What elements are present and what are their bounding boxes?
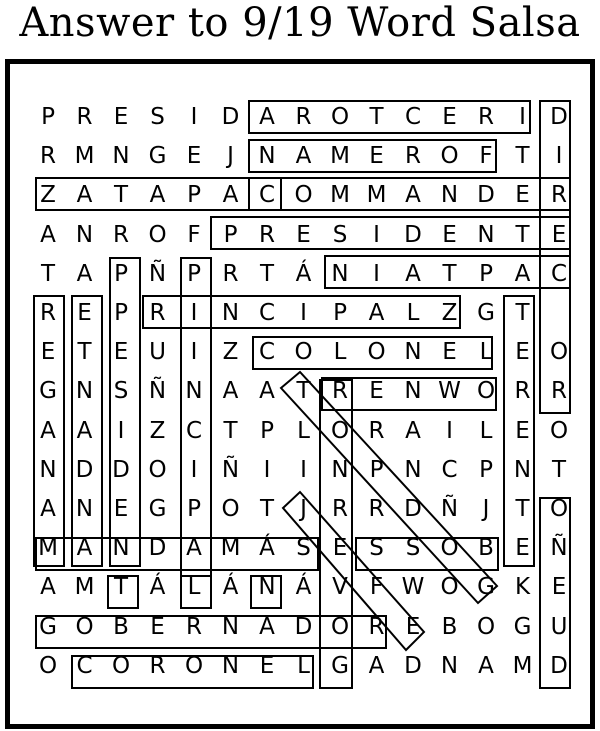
- grid-letter: P: [260, 417, 274, 444]
- grid-letter: C: [258, 182, 276, 209]
- grid-letter: S: [369, 535, 384, 562]
- grid-letter: J: [227, 143, 234, 170]
- grid-letter: M: [366, 182, 387, 209]
- grid-letter: P: [114, 260, 128, 287]
- grid-letter: G: [39, 613, 57, 640]
- grid-letter: P: [479, 456, 493, 483]
- grid-letter: M: [512, 652, 533, 679]
- grid-letter: A: [368, 652, 385, 679]
- grid-letter: Z: [222, 339, 239, 366]
- grid-letter: T: [551, 456, 567, 483]
- grid-letter: O: [111, 652, 131, 679]
- grid-letter: E: [515, 339, 530, 366]
- grid-letter: L: [333, 339, 347, 366]
- grid-letter: R: [186, 613, 202, 640]
- grid-letter: E: [150, 613, 165, 640]
- grid-letter: E: [113, 339, 129, 366]
- grid-letter: D: [294, 613, 313, 640]
- grid-letter: R: [514, 378, 531, 405]
- grid-letter: T: [369, 104, 384, 130]
- grid-letter: A: [40, 574, 56, 601]
- grid-letter: N: [75, 221, 94, 248]
- grid-letter: Á: [149, 574, 166, 601]
- grid-letter: I: [190, 456, 198, 483]
- grid-letter: M: [220, 535, 241, 562]
- grid-letter: R: [149, 300, 166, 326]
- grid-letter: I: [555, 143, 563, 170]
- grid-letter: O: [440, 574, 459, 601]
- grid-letter: W: [401, 574, 425, 601]
- grid-letter: R: [332, 378, 348, 405]
- grid-letter: T: [442, 260, 457, 287]
- grid-letter: D: [112, 456, 130, 483]
- grid-letter: E: [259, 652, 275, 679]
- grid-letter: E: [77, 300, 92, 326]
- grid-letter: D: [477, 182, 495, 209]
- grid-letter: I: [446, 417, 453, 444]
- grid-letter: O: [330, 104, 350, 130]
- grid-letter: Á: [222, 574, 239, 601]
- grid-letter: R: [551, 182, 567, 209]
- grid-letter: T: [296, 378, 311, 405]
- grid-letter: N: [331, 260, 349, 287]
- grid-letter: E: [515, 535, 530, 562]
- grid-letter: R: [551, 378, 567, 405]
- grid-letter: A: [259, 378, 275, 405]
- grid-letter: D: [404, 652, 422, 679]
- grid-letter: R: [405, 143, 421, 170]
- grid-letter: G: [331, 652, 349, 679]
- grid-letter: R: [368, 613, 385, 640]
- grid-letter: E: [369, 143, 384, 170]
- grid-letter: N: [404, 378, 422, 405]
- grid-letter: P: [369, 456, 384, 483]
- grid-letter: D: [404, 221, 422, 248]
- grid-letter: E: [113, 104, 129, 130]
- grid-letter: Z: [40, 182, 56, 209]
- grid-letter: O: [148, 221, 167, 248]
- grid-letter: R: [40, 143, 56, 170]
- grid-letter: A: [259, 613, 275, 640]
- grid-letter: A: [222, 182, 239, 209]
- grid-letter: I: [190, 104, 198, 130]
- grid-letter: Ñ: [221, 456, 240, 483]
- grid-letter: I: [190, 300, 198, 326]
- grid-letter: Á: [259, 535, 275, 562]
- grid-letter: M: [38, 535, 58, 562]
- grid-letter: N: [404, 456, 422, 483]
- grid-letter: I: [373, 260, 380, 287]
- grid-letter: N: [513, 456, 532, 483]
- grid-letter: O: [294, 182, 313, 209]
- grid-letter: I: [519, 104, 526, 130]
- grid-letter: G: [477, 574, 495, 601]
- grid-letter: F: [479, 143, 493, 170]
- grid-letter: I: [263, 456, 271, 483]
- grid-letter: R: [478, 104, 494, 130]
- grid-letter: C: [441, 456, 458, 483]
- grid-letter: M: [74, 574, 95, 601]
- grid-letter: Á: [295, 574, 312, 601]
- grid-letter: L: [297, 652, 310, 679]
- grid-letter: A: [259, 104, 275, 130]
- grid-letter: J: [482, 496, 490, 522]
- grid-letter: O: [38, 652, 58, 679]
- grid-letter: A: [222, 378, 239, 405]
- grid-letter: T: [113, 182, 129, 209]
- grid-letter: E: [113, 496, 129, 522]
- grid-letter: D: [148, 535, 167, 562]
- grid-letter: I: [373, 221, 380, 248]
- grid-letter: I: [300, 300, 307, 326]
- grid-letter: L: [479, 339, 493, 366]
- grid-letter: A: [40, 496, 56, 522]
- grid-letter: Ñ: [148, 378, 167, 405]
- grid-letter: A: [76, 182, 93, 209]
- grid-letter: O: [148, 456, 167, 483]
- grid-letter: O: [440, 535, 459, 562]
- grid-letter: O: [549, 417, 569, 444]
- grid-letter: E: [442, 339, 457, 366]
- grid-letter: G: [513, 613, 532, 640]
- grid-letter: E: [186, 143, 202, 170]
- grid-letter: R: [368, 417, 385, 444]
- grid-letter: L: [406, 300, 420, 326]
- grid-letter: N: [221, 652, 240, 679]
- grid-letter: T: [259, 496, 275, 522]
- grid-letter: D: [221, 104, 240, 130]
- grid-letter: P: [333, 300, 347, 326]
- grid-letter: M: [330, 143, 350, 170]
- grid-letter: C: [185, 417, 203, 444]
- grid-letter: E: [442, 221, 457, 248]
- grid-letter: N: [221, 613, 240, 640]
- grid-letter: E: [40, 339, 56, 366]
- grid-letter: O: [476, 613, 496, 640]
- grid-letter: D: [550, 652, 568, 679]
- grid-letter: R: [259, 221, 275, 248]
- grid-letter: N: [404, 339, 422, 366]
- grid-letter: M: [74, 143, 95, 170]
- grid-letter: N: [258, 143, 276, 170]
- grid-letter: N: [440, 652, 459, 679]
- grid-letter: T: [259, 260, 275, 287]
- grid-letter: A: [405, 417, 421, 444]
- grid-letter: P: [41, 104, 55, 130]
- grid-letter: A: [40, 417, 56, 444]
- grid-letter: Z: [441, 300, 458, 326]
- grid-letter: R: [222, 260, 239, 287]
- grid-letter: O: [440, 143, 459, 170]
- grid-letter: R: [149, 652, 166, 679]
- grid-letter: T: [77, 339, 92, 366]
- puzzle-title: Answer to 9/19 Word Salsa: [19, 0, 581, 46]
- grid-letter: O: [330, 613, 350, 640]
- grid-letter: S: [296, 535, 311, 562]
- grid-letter: B: [113, 613, 129, 640]
- grid-letter: A: [76, 417, 93, 444]
- grid-letter: E: [405, 613, 421, 640]
- grid-letter: A: [514, 260, 531, 287]
- grid-letter: A: [76, 535, 93, 562]
- grid-letter: S: [150, 104, 165, 130]
- grid-letter: Z: [149, 417, 166, 444]
- grid-letter: O: [184, 652, 204, 679]
- grid-letter: G: [148, 496, 167, 522]
- grid-letter: O: [367, 339, 386, 366]
- grid-letter: I: [117, 417, 125, 444]
- grid-letter: T: [515, 300, 530, 326]
- grid-letter: M: [330, 182, 350, 209]
- grid-letter: Á: [295, 260, 312, 287]
- grid-letter: R: [40, 300, 56, 326]
- grid-letter: T: [113, 574, 129, 601]
- grid-letter: E: [296, 221, 311, 248]
- grid-letter: A: [149, 182, 166, 209]
- grid-letter: G: [148, 143, 167, 170]
- grid-letter: F: [187, 221, 201, 248]
- grid-letter: R: [332, 496, 348, 522]
- grid-letter: L: [187, 574, 201, 601]
- grid-letter: E: [332, 535, 348, 562]
- grid-letter: D: [75, 456, 94, 483]
- grid-letter: T: [40, 260, 56, 287]
- grid-letter: S: [113, 378, 129, 405]
- grid-letter: O: [75, 613, 94, 640]
- grid-letter: N: [185, 378, 203, 405]
- grid-letter: N: [440, 182, 459, 209]
- grid-letter: O: [549, 496, 569, 522]
- grid-letter: O: [476, 378, 496, 405]
- grid-letter: O: [330, 417, 350, 444]
- grid-letter: O: [549, 339, 569, 366]
- grid-letter: S: [332, 221, 348, 248]
- grid-letter: E: [551, 221, 567, 248]
- grid-letter: N: [477, 221, 495, 248]
- grid-letter: N: [331, 456, 349, 483]
- grid-letter: P: [114, 300, 128, 326]
- grid-letter: E: [551, 574, 567, 601]
- grid-letter: N: [39, 456, 57, 483]
- grid-letter: C: [258, 339, 276, 366]
- grid-letter: G: [477, 300, 495, 326]
- grid-letter: O: [221, 496, 240, 522]
- grid-letter: O: [294, 339, 313, 366]
- grid-letter: C: [76, 652, 93, 679]
- grid-letter: F: [369, 574, 384, 601]
- grid-letter: U: [550, 613, 568, 640]
- grid-letter: A: [186, 535, 202, 562]
- grid-letter: E: [515, 182, 530, 209]
- grid-letter: T: [515, 496, 530, 522]
- grid-letter: T: [515, 221, 530, 248]
- grid-letter: A: [76, 260, 93, 287]
- grid-letter: T: [515, 143, 530, 170]
- grid-letter: C: [258, 300, 276, 326]
- grid-letter: E: [515, 417, 530, 444]
- grid-letter: E: [442, 104, 457, 130]
- grid-letter: Ñ: [440, 496, 459, 522]
- grid-letter: A: [405, 260, 421, 287]
- grid-letter: S: [405, 535, 421, 562]
- grid-letter: D: [550, 104, 568, 130]
- grid-letter: P: [187, 182, 201, 209]
- grid-letter: Ñ: [148, 260, 167, 287]
- grid-letter: P: [187, 496, 201, 522]
- grid-letter: W: [438, 378, 461, 405]
- grid-letter: N: [75, 496, 94, 522]
- grid-letter: T: [223, 417, 238, 444]
- grid-letter: G: [39, 378, 57, 405]
- grid-letter: N: [75, 378, 94, 405]
- grid-letter: V: [332, 574, 348, 601]
- grid-letter: B: [478, 535, 494, 562]
- grid-letter: N: [112, 535, 130, 562]
- grid-letter: I: [190, 339, 198, 366]
- grid-letter: N: [112, 143, 130, 170]
- grid-letter: N: [221, 300, 240, 326]
- grid-letter: P: [187, 260, 201, 287]
- grid-letter: I: [300, 456, 307, 483]
- grid-letter: R: [295, 104, 312, 130]
- grid-letter: C: [550, 260, 568, 287]
- grid-letter: N: [258, 574, 276, 601]
- grid-letter: R: [76, 104, 93, 130]
- grid-letter: J: [300, 496, 307, 522]
- grid-letter: U: [149, 339, 166, 366]
- grid-letter: Ñ: [550, 535, 568, 562]
- grid-letter: A: [368, 300, 385, 326]
- grid-letter: L: [479, 417, 493, 444]
- grid-letter: D: [404, 496, 422, 522]
- grid-letter: A: [478, 652, 494, 679]
- grid-letter: P: [479, 260, 493, 287]
- grid-letter: E: [369, 378, 384, 405]
- grid-letter: L: [297, 417, 310, 444]
- grid-letter: A: [295, 143, 312, 170]
- grid-letter: A: [40, 221, 56, 248]
- grid-letter: P: [223, 221, 238, 248]
- grid-letter: A: [405, 182, 421, 209]
- grid-letter: R: [368, 496, 385, 522]
- grid-letter: K: [514, 574, 531, 601]
- grid-letter: B: [441, 613, 458, 640]
- grid-letter: R: [113, 221, 129, 248]
- grid-letter: C: [404, 104, 422, 130]
